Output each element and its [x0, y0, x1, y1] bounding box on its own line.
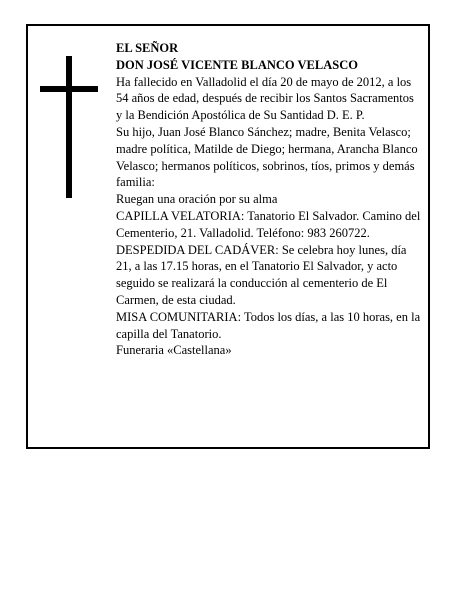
obituary-notice [26, 24, 430, 449]
deceased-name: DON JOSÉ VICENTE BLANCO VELASCO [116, 57, 358, 72]
death-announcement: Ha fallecido en Valladolid el día 20 de mayo de 2012, a los 54 años de edad, después de recibir los Santos Sacramentos y la Bendición Apostólica de Su Santidad D. E. P. [116, 74, 414, 123]
cross-vertical-bar [66, 56, 72, 198]
cross-horizontal-bar [40, 86, 98, 92]
notice-text [116, 40, 422, 359]
funeral-home: Funeraria «Castellana» [116, 343, 232, 358]
notice-title-line1: EL SEÑOR [116, 41, 179, 55]
latin-cross-icon [40, 56, 98, 198]
prayer-request: Ruegan una oración por su alma [116, 192, 278, 207]
chapel-info: CAPILLA VELATORIA: Tanatorio El Salvador. Camino del Cementerio, 21. Valladolid. Teléfono: 983 260722. [116, 208, 421, 240]
farewell-info: DESPEDIDA DEL CADÁVER: Se celebra hoy lunes, día 21, a las 17.15 horas, en el Tanatorio El Salvador, y acto seguido se realizará la conducción al cementerio de El Carmen, de esta ciudad. [116, 242, 407, 307]
mass-info: MISA COMUNITARIA: Todos los días, a las 10 horas, en la capilla del Tanatorio. [116, 309, 421, 341]
family-list: Su hijo, Juan José Blanco Sánchez; madre, Benita Velasco; madre política, Matilde de Diego; hermana, Arancha Blanco Velasco; hermanos políticos, sobrinos, tíos, primos y demás familia: [116, 124, 418, 190]
